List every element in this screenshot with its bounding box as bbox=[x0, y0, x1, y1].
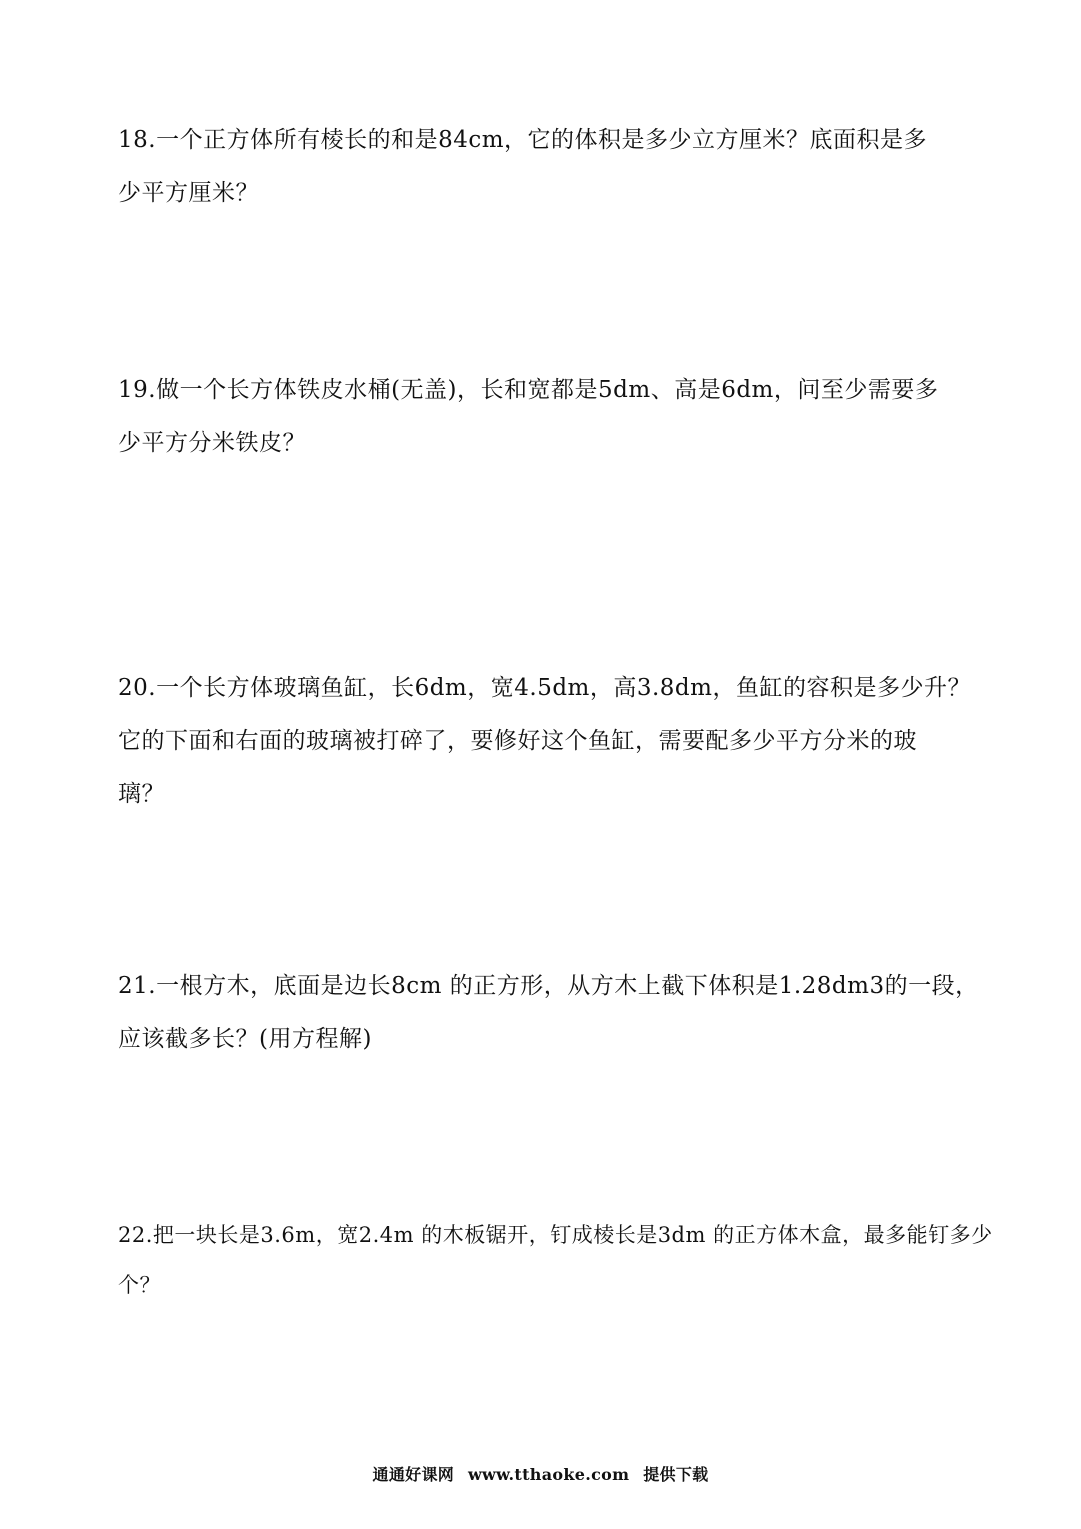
question-18 bbox=[118, 114, 968, 220]
question-18-line-1: 18.一个正方体所有棱长的和是84cm，它的体积是多少立方厘米？底面积是多 bbox=[118, 127, 928, 153]
question-22-line-1: 22.把一块长是3.6m，宽2.4m 的木板锯开，钉成棱长是3dm 的正方体木盒，最多能钉多少 bbox=[118, 1223, 993, 1247]
question-20 bbox=[118, 662, 971, 821]
footer-note: 提供下载 bbox=[643, 1465, 709, 1484]
footer-url[interactable]: www.tthaoke.com bbox=[467, 1465, 630, 1484]
question-21-line-2: 应该截多长？(用方程解) bbox=[118, 1026, 372, 1052]
question-19-line-1: 19.做一个长方体铁皮水桶(无盖)，长和宽都是5dm、高是6dm，问至少需要多 bbox=[118, 377, 939, 403]
question-20-line-3: 璃？ bbox=[118, 781, 165, 807]
question-22-line-2: 个？ bbox=[118, 1273, 161, 1297]
page-footer bbox=[0, 1462, 1081, 1485]
question-21-line-1: 21.一根方木，底面是边长8cm 的正方形，从方木上截下体积是1.28dm3的一段， bbox=[118, 973, 979, 999]
question-20-line-1: 20.一个长方体玻璃鱼缸，长6dm，宽4.5dm，高3.8dm，鱼缸的容积是多少升？ bbox=[118, 675, 971, 701]
question-18-line-2: 少平方厘米？ bbox=[118, 180, 259, 206]
question-22 bbox=[118, 1210, 993, 1310]
question-19-line-2: 少平方分米铁皮？ bbox=[118, 430, 306, 456]
footer-site-name: 通通好课网 bbox=[372, 1465, 455, 1484]
question-19 bbox=[118, 364, 968, 470]
question-20-line-2: 它的下面和右面的玻璃被打碎了，要修好这个鱼缸，需要配多少平方分米的玻 bbox=[118, 728, 917, 754]
question-21 bbox=[118, 960, 979, 1066]
